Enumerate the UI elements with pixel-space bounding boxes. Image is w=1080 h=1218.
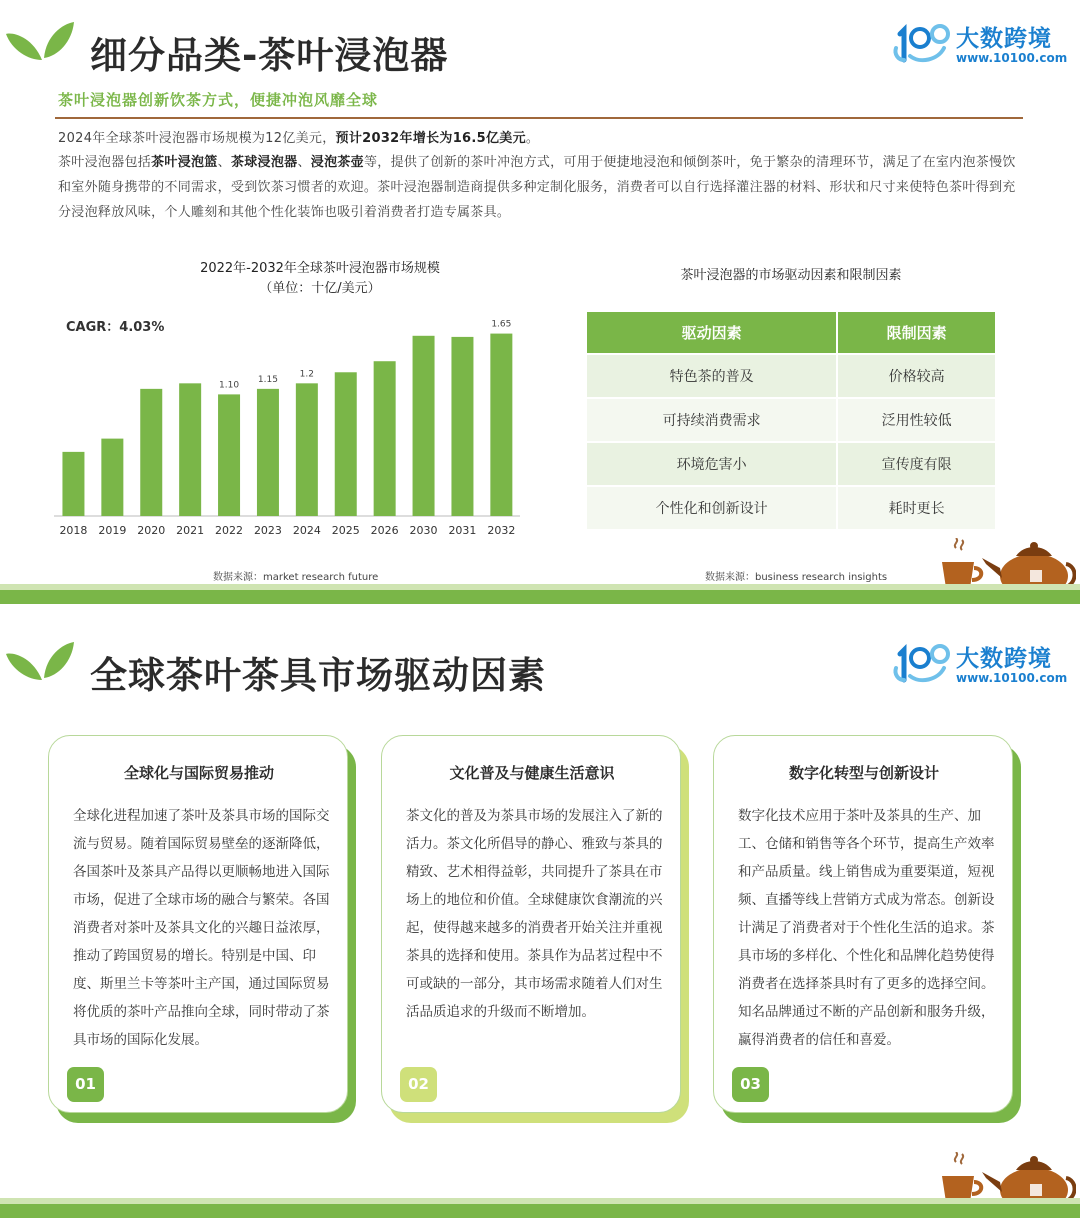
driver-card-culture-health [381,735,687,1120]
brand-logo [890,20,1068,70]
table-source: 数据来源：business research insights [705,572,888,583]
cagr-annotation: CAGR：4.03% [66,320,165,335]
logo-url: www.10100.com [956,671,1068,685]
data-label: 1.10 [219,380,240,391]
table-cell: 环境危害小 [586,442,837,486]
card-title: 全球化与国际贸易推动 [123,764,274,782]
x-tick-label: 2021 [176,524,205,537]
bar-2024 [296,383,318,516]
data-label: 1.15 [257,374,278,385]
x-tick-label: 2030 [409,524,438,537]
logo-mark-icon [890,640,954,686]
x-tick-label: 2024 [292,524,321,537]
table-cell: 耗时更长 [837,486,996,530]
brand-logo [890,640,1068,690]
table-cell: 个性化和创新设计 [586,486,837,530]
leaf-icon [6,20,74,64]
logo-mark-icon [890,20,954,66]
bar-2030 [413,336,435,516]
chart-title: 2022年-2032年全球茶叶浸泡器市场规模 [200,261,440,276]
footer-band [0,590,1080,604]
table-cell: 泛用性较低 [837,398,996,442]
market-size-paragraph: 2024年全球茶叶浸泡器市场规模为12亿美元，预计2032年增长为16.5亿美元。 [58,131,540,146]
bar-2023 [257,389,279,516]
subtitle: 茶叶浸泡器创新饮茶方式，便捷冲泡风靡全球 [58,91,379,109]
card-text: 全球化进程加速了茶叶及茶具市场的国际交流与贸易。随着国际贸易壁垒的逐渐降低，各国茶叶及茶具产品得以更顺畅地进入国际市场，促进了全球市场的融合与繁荣。各国消费者对茶叶及茶具文化的兴趣日益浓厚，推动了跨国贸易的增长。特别是中国、印度、斯里兰卡等茶叶主产国，通过国际贸易将优质的茶叶产品推向全球，同时带动了茶具市场的国际化发展。 [73,808,330,1048]
card-number-badge: 03 [732,1067,769,1102]
leaf-icon [6,640,74,684]
table-cell: 特色茶的普及 [586,354,837,398]
x-tick-label: 2031 [448,524,477,537]
data-label: 1.65 [491,319,512,330]
data-label: 1.2 [299,369,315,380]
table-title: 茶叶浸泡器的市场驱动因素和限制因素 [680,268,902,283]
page-title: 细分品类-茶叶浸泡器 [90,34,449,77]
x-tick-label: 2022 [215,524,244,537]
drivers-table [585,310,997,531]
x-tick-label: 2023 [253,524,282,537]
column-header-drivers: 驱动因素 [586,311,837,354]
chart-subtitle: （单位：十亿/美元） [259,281,381,296]
table-cell: 宣传度有限 [837,442,996,486]
table-row [586,354,996,398]
card-text: 数字化技术应用于茶叶及茶具的生产、加工、仓储和销售等各个环节，提高生产效率和产品质量。线上销售成为重要渠道，短视频、直播等线上营销方式成为常态。创新设计满足了消费者对于个性化生活的追求。茶具市场的多样化、个性化和品牌化趋势使得消费者在选择茶具时有了更多的选择空间。知名品牌通过不断的产品创新和服务升级，赢得消费者的信任和喜爱。 [738,808,995,1048]
card-number-badge: 01 [67,1067,104,1102]
bar-2031 [451,337,473,516]
footer-band [0,1204,1080,1218]
bar-2019 [101,439,123,516]
table-cell: 可持续消费需求 [586,398,837,442]
driver-card-globalization [48,735,354,1120]
bar-2018 [62,452,84,516]
card-number-badge: 02 [400,1067,437,1102]
table-row [586,398,996,442]
table-row [586,442,996,486]
logo-brand-text: 大数跨境 [956,26,1052,52]
chart-source: 数据来源：market research future [213,572,379,583]
slide-market-drivers [0,610,1080,1218]
market-size-chart [40,255,540,545]
logo-brand-text: 大数跨境 [956,646,1052,672]
logo-url: www.10100.com [956,51,1068,65]
infuser-description-paragraph: 茶叶浸泡器包括茶叶浸泡篮、茶球浸泡器、浸泡茶壶等，提供了创新的茶叶冲泡方式，可用于便捷地浸泡和倾倒茶叶，免于繁杂的清理环节，满足了在室内泡茶慢饮和室外随身携带的不同需求，受到饮茶习惯者的欢迎。茶叶浸泡器制造商提供多种定制化服务，消费者可以自行选择灌注器的材料、形状和尺寸来使特色茶叶得到充分浸泡释放风味，个人雕刻和其他个性化装饰也吸引着消费者打造专属茶具。 [58,155,1016,220]
bar-2022 [218,394,240,516]
table-cell: 价格较高 [837,354,996,398]
divider [55,117,1023,119]
card-title: 文化普及与健康生活意识 [449,764,615,782]
x-tick-label: 2019 [98,524,127,537]
card-text: 茶文化的普及为茶具市场的发展注入了新的活力。茶文化所倡导的静心、雅致与茶具的精致、艺术相得益彰，共同提升了茶具在市场上的地位和价值。全球健康饮食潮流的兴起，使得越来越多的消费者开始关注并重视茶具的选择和使用。茶具作为品茗过程中不可或缺的一部分，其市场需求随着人们对生活品质追求的升级而不断增加。 [406,808,663,1020]
bar-2020 [140,389,162,516]
bar-2021 [179,383,201,516]
card-body [48,735,348,1113]
bar-2026 [374,361,396,516]
x-tick-label: 2026 [370,524,399,537]
card-title: 数字化转型与创新设计 [788,764,939,782]
bar-2025 [335,372,357,516]
bar-2032 [490,334,512,516]
x-tick-label: 2025 [331,524,360,537]
bar-chart [40,255,540,545]
page-title: 全球茶叶茶具市场驱动因素 [90,654,546,697]
card-body [381,735,681,1113]
x-tick-label: 2018 [59,524,88,537]
card-body [713,735,1013,1113]
x-tick-label: 2032 [487,524,516,537]
column-header-restraints: 限制因素 [837,311,996,354]
x-tick-label: 2020 [137,524,166,537]
table-row [586,486,996,530]
driver-card-digital [713,735,1019,1120]
